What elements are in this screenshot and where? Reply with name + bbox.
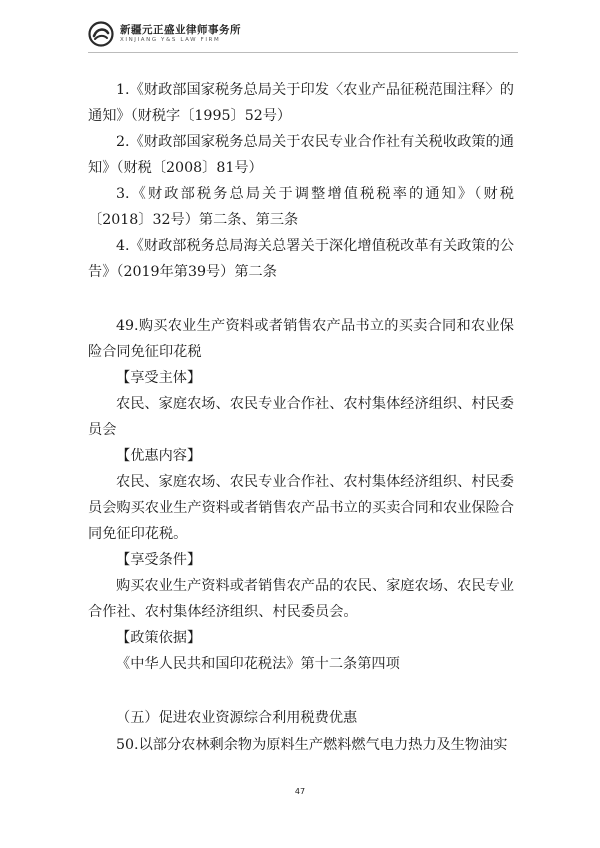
policy-reference-1: 1.《财政部国家税务总局关于印发〈农业产品征税范围注释〉的通知》（财税字〔1995〕52号） bbox=[88, 82, 514, 124]
item-50-start: 50.以部分农林剩余物为原料生产燃料燃气电力热力及生物油实 bbox=[116, 737, 508, 753]
content-label: 【优惠内容】 bbox=[116, 448, 202, 464]
firm-logo-icon bbox=[88, 21, 114, 47]
firm-name-en: XINJIANG Y&S LAW FIRM bbox=[120, 37, 221, 43]
firm-name bbox=[120, 25, 241, 44]
condition-label: 【享受条件】 bbox=[116, 552, 202, 568]
basis-text: 《中华人民共和国印花税法》第十二条第四项 bbox=[116, 656, 400, 672]
page-number: 47 bbox=[294, 787, 306, 796]
document-header bbox=[88, 18, 241, 50]
content-text: 农民、家庭农场、农民专业合作社、农村集体经济组织、村民委员会购买农业生产资料或者销售农产品书立的买卖合同和农业保险合同免征印花税。 bbox=[88, 474, 514, 542]
firm-name-cn: 新疆元正盛业律师事务所 bbox=[120, 23, 241, 36]
item-49-title: 49.购买农业生产资料或者销售农产品书立的买卖合同和农业保险合同免征印花税 bbox=[88, 318, 514, 360]
policy-reference-3: 3.《财政部税务总局关于调整增值税税率的通知》（财税〔2018〕32号）第二条、第三条 bbox=[88, 186, 514, 228]
section-heading: （五）促进农业资源综合利用税费优惠 bbox=[116, 710, 358, 726]
policy-reference-4: 4.《财政部税务总局海关总署关于深化增值税改革有关政策的公告》（2019年第39号）第二条 bbox=[88, 238, 514, 280]
condition-text: 购买农业生产资料或者销售农产品的农民、家庭农场、农民专业合作社、农村集体经济组织、村民委员会。 bbox=[88, 578, 514, 620]
basis-label: 【政策依据】 bbox=[116, 630, 202, 646]
subject-label: 【享受主体】 bbox=[116, 370, 202, 386]
header-divider bbox=[88, 52, 518, 53]
subject-text: 农民、家庭农场、农民专业合作社、农村集体经济组织、村民委员会 bbox=[88, 396, 514, 438]
policy-reference-2: 2.《财政部国家税务总局关于农民专业合作社有关税收政策的通知》（财税〔2008〕81号） bbox=[88, 134, 514, 176]
